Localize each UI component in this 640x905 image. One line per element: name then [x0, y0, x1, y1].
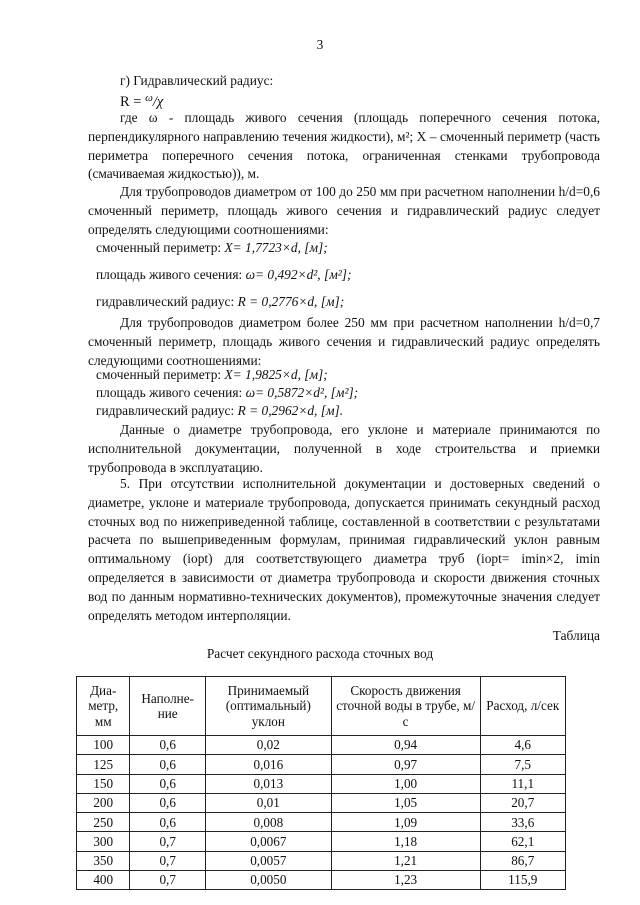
table-row [77, 813, 566, 832]
small-f1-label: смоченный периметр: [96, 240, 222, 255]
large-f1-label: смоченный периметр: [96, 367, 222, 382]
small-formula-perimeter [96, 239, 596, 258]
table-caption: Таблица [552, 628, 600, 643]
cell-slope: 0,0067 [205, 832, 331, 851]
table-row [77, 871, 566, 890]
cell-flow: 11,1 [480, 774, 566, 793]
small-f1-expr: X= 1,7723×d, [м]; [224, 240, 328, 255]
small-formula-area [96, 266, 596, 285]
cell-filling: 0,7 [130, 832, 205, 851]
cell-filling: 0,6 [130, 774, 205, 793]
cell-slope: 0,01 [205, 793, 331, 812]
table-row [77, 774, 566, 793]
cell-diameter: 350 [77, 851, 130, 870]
header-slope: Принимаемый (оптимальный) уклон [205, 677, 331, 736]
cell-velocity: 1,09 [331, 813, 480, 832]
header-velocity: Скорость движения сточной воды в трубе, м/с [331, 677, 480, 736]
large-pipes-intro: Для трубопроводов диаметром более 250 мм при расчетном наполнении h/d=0,7 смоченный периметр, площадь живого сечения и гидравлический радиус определять следующими соотношениями: [88, 315, 600, 368]
cell-flow: 4,6 [480, 736, 566, 755]
cell-velocity: 1,05 [331, 793, 480, 812]
cell-filling: 0,6 [130, 736, 205, 755]
cell-flow: 86,7 [480, 851, 566, 870]
header-flow: Расход, л/сек [480, 677, 566, 736]
small-f3-label: гидравлический радиус: [96, 294, 235, 309]
cell-diameter: 100 [77, 736, 130, 755]
formula-denominator: χ [156, 94, 164, 110]
cell-flow: 115,9 [480, 871, 566, 890]
small-formula-radius [96, 293, 596, 312]
cell-flow: 7,5 [480, 755, 566, 774]
cell-slope: 0,008 [205, 813, 331, 832]
formula-numerator: ω [145, 92, 153, 104]
cell-diameter: 300 [77, 832, 130, 851]
cell-slope: 0,0057 [205, 851, 331, 870]
large-f3-label: гидравлический радиус: [96, 403, 235, 418]
cell-velocity: 0,97 [331, 755, 480, 774]
cell-diameter: 250 [77, 813, 130, 832]
cell-velocity: 0,94 [331, 736, 480, 755]
large-formula-perimeter [96, 366, 596, 385]
where-paragraph: где ω - площадь живого сечения (площадь поперечного сечения потока, перпендикулярного направлению течения жидкости), м²; X – смоченный периметр (часть периметра поперечного сечения потока, ограниченная стенками трубопровода (смачиваемая жидкостью)), м. [88, 110, 600, 182]
small-pipes-intro: Для трубопроводов диаметром от 100 до 250 мм при расчетном наполнении h/d=0,6 смоченный периметр, площадь живого сечения и гидравлический радиус следует определять следующими соотношениями: [88, 184, 600, 237]
large-f3-expr: R = 0,2962×d, [м]. [237, 403, 344, 418]
cell-filling: 0,6 [130, 813, 205, 832]
formula-lhs: R = [120, 94, 146, 110]
formula-separator: / [152, 94, 157, 110]
cell-velocity: 1,23 [331, 871, 480, 890]
cell-slope: 0,016 [205, 755, 331, 774]
cell-flow: 33,6 [480, 813, 566, 832]
table-row [77, 793, 566, 812]
large-formula-area [96, 384, 596, 403]
header-filling: Наполне-ние [130, 677, 205, 736]
table-row [77, 832, 566, 851]
item-5-paragraph: 5. При отсутствии исполнительной документации и достоверных сведений о диаметре, уклоне и материале трубопровода, допускается принимать секундный расход сточных вод по нижеприведенной таблице, составленной в соответствии с результатами расчета по вышеприведенным формулам, принимая гидравлический уклон равным оптимальному (iopt) для соответствующего диаметра труб (iopt= imin×2, imin определяется в зависимости от диаметра трубопровода и скорости движения сточных вод по данным нормативно-технических документов), промежуточные значения следует определять методом интерполяции. [88, 476, 600, 623]
cell-slope: 0,0050 [205, 871, 331, 890]
cell-filling: 0,6 [130, 793, 205, 812]
small-f2-label: площадь живого сечения: [96, 267, 243, 282]
large-f2-expr: ω= 0,5872×d², [м²]; [245, 385, 359, 400]
small-f3-expr: R = 0,2776×d, [м]; [237, 294, 345, 309]
large-f1-expr: X= 1,9825×d, [м]; [224, 367, 328, 382]
table-header-row [77, 677, 566, 736]
cell-slope: 0,02 [205, 736, 331, 755]
cell-filling: 0,7 [130, 871, 205, 890]
table-row [77, 851, 566, 870]
data-note-paragraph: Данные о диаметре трубопровода, его уклоне и материале принимаются по исполнительной документации, полученной в ходе строительства и приемки трубопровода в эксплуатацию. [88, 422, 600, 475]
cell-velocity: 1,21 [331, 851, 480, 870]
cell-flow: 62,1 [480, 832, 566, 851]
table-row [77, 755, 566, 774]
cell-diameter: 125 [77, 755, 130, 774]
cell-flow: 20,7 [480, 793, 566, 812]
small-f2-expr: ω= 0,492×d², [м²]; [245, 267, 352, 282]
cell-slope: 0,013 [205, 774, 331, 793]
table-row [77, 736, 566, 755]
cell-diameter: 150 [77, 774, 130, 793]
page-number: 3 [316, 37, 324, 52]
cell-filling: 0,6 [130, 755, 205, 774]
large-f2-label: площадь живого сечения: [96, 385, 243, 400]
cell-diameter: 400 [77, 871, 130, 890]
cell-velocity: 1,00 [331, 774, 480, 793]
flow-rate-table [76, 676, 566, 890]
header-diameter: Диа-метр, мм [77, 677, 130, 736]
table-title: Расчет секундного расхода сточных вод [206, 646, 434, 661]
cell-velocity: 1,18 [331, 832, 480, 851]
cell-diameter: 200 [77, 793, 130, 812]
large-formula-radius [96, 402, 596, 421]
cell-filling: 0,7 [130, 851, 205, 870]
hydraulic-radius-heading: г) Гидравлический радиус: [120, 73, 274, 88]
